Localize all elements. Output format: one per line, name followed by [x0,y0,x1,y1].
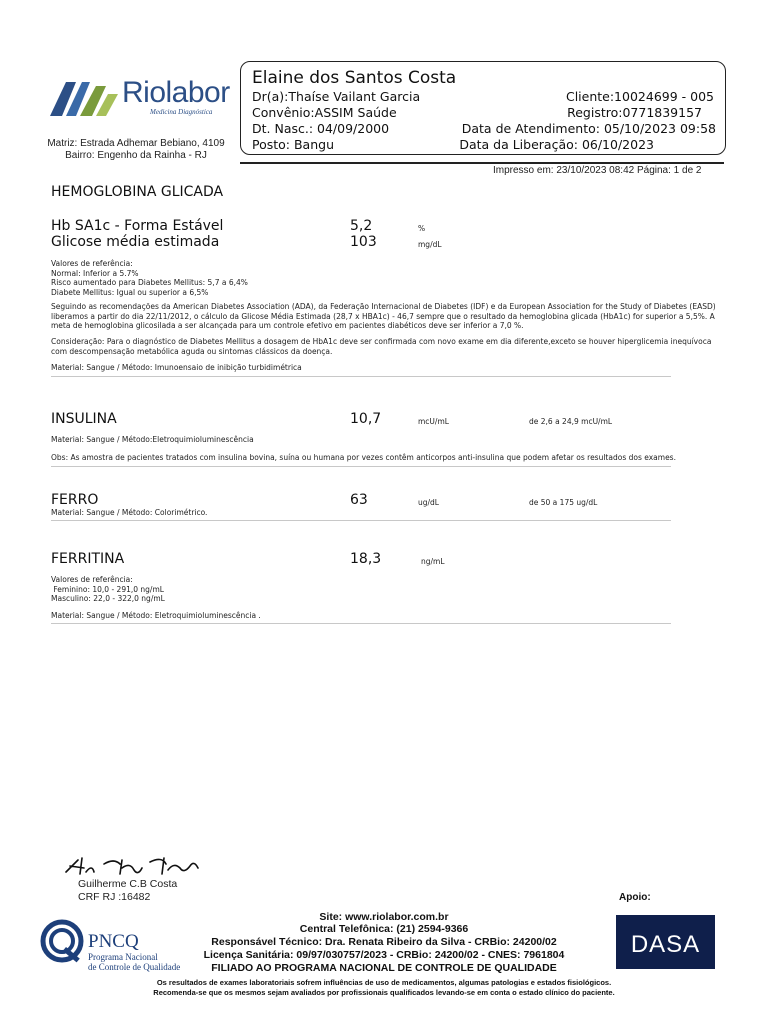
signer-name: Guilherme C.B Costa [78,878,178,890]
apoio-label: Apoio: [619,892,651,903]
lab-address [36,138,236,162]
ref-normal: Normal: Inferior a 5.7% [51,268,139,278]
iron-value: 63 [350,492,368,508]
birth-date: Dt. Nasc.: 04/09/2000 [252,121,390,136]
hba1c-value: 5,2 [350,218,373,234]
estimated-glucose-value: 103 [350,234,377,250]
footer-disclaimer-1: Os resultados de exames laboratoriais sofrem influências de uso de medicamentos, algumas patologias e estados fisiológicos. [156,978,612,987]
patient-name: Elaine dos Santos Costa [252,68,457,88]
insulin-unit: mcU/mL [418,417,449,426]
section-divider [51,623,671,624]
dasa-logo-text: DASA [630,931,701,958]
convenio: Convênio:ASSIM Saúde [252,105,397,120]
hba1c-unit: % [418,224,426,233]
release-date: Data da Liberação: 06/10/2023 [459,137,654,152]
footer-phone: Central Telefônica: (21) 2594-9366 [299,923,469,935]
footer-responsible: Responsável Técnico: Dra. Renata Ribeiro da Silva - CRBio: 24200/02 [211,936,557,948]
ferritin-reference-values [51,575,451,604]
footer-disclaimer-2: Recomenda-se que os mesmos sejam avaliados por profissionais qualificados levando-se em conta o estado clínico do paciente. [153,988,615,997]
hba1c-consideration-note: Consideração: Para o diagnóstico de Diabetes Mellitus a dosagem de HbA1c deve ser confirmada com novo exame em dia diferente,exceto se houver hiperglicemia inequívoca com descompensação metabólica aguda ou sintomas clássicos da doença. [51,337,712,356]
signer-crf: CRF RJ :16482 [78,891,151,903]
printed-info: Impresso em: 23/10/2023 08:42 Página: 1 de 2 [493,165,702,176]
hba1c-label: Hb SA1c - Forma Estável [51,218,224,234]
ref-title: Valores de referência: [51,259,133,268]
header-divider [240,162,724,164]
client-id: Cliente:10024699 - 005 [565,89,714,104]
iron-reference: de 50 a 175 ug/dL [529,498,598,507]
hba1c-recommendation-note: Seguindo as recomendações da American Diabetes Association (ADA), da Federação Internacional de Diabetes (IDF) e da European Association for the Study of Diabetes (EASD) liberamos a partir do dia 22/11/2012, o cálculo da Glicose Média Estimada (28,7 x HBA1c) - 46,7 sempre que o resultado da hemoglobina glicada (HbA1c) for superior a 5,5%. A meta de hemoglobina glicosilada a ser alcançada para um controle efetivo em pacientes diabéticos deve ser inferior a 7,0 %. [51,302,716,330]
ref-male: Masculino: 22,0 - 322,0 ng/mL [51,594,165,603]
ferritin-value: 18,3 [350,551,382,567]
riolabor-logo-text: Riolabor [122,76,230,109]
ferritin-title: FERRITINA [51,551,125,567]
insulin-reference: de 2,6 a 24,9 mcU/mL [529,417,613,426]
ref-title: Valores de referência: [51,575,133,584]
ref-female: Feminino: 10,0 - 291,0 ng/mL [51,584,164,594]
riolabor-logo-subtitle: Medicina Diagnóstica [150,108,213,116]
insulin-obs: Obs: As amostra de pacientes tratados com insulina bovina, suína ou humana por vezes contêm anticorpos anti-insulina que podem afetar os resultados dos exames. [51,453,676,462]
hba1c-material: Material: Sangue / Método: Imunoensaio de inibição turbidimétrica [51,363,302,372]
ferritin-material: Material: Sangue / Método: Eletroquimioluminescência . [51,611,261,620]
hba1c-section-title: HEMOGLOBINA GLICADA [51,184,224,200]
section-divider [51,466,671,467]
section-divider [51,376,671,377]
registration-number: Registro:0771839157 [567,105,702,120]
doctor-name: Dr(a):Thaíse Vailant Garcia [252,89,421,104]
ref-diabetes: Diabete Mellitus: Igual ou superior a 6,5% [51,287,209,297]
estimated-glucose-label: Glicose média estimada [51,234,220,250]
ferritin-unit: ng/mL [421,557,445,566]
insulin-value: 10,7 [350,411,382,427]
footer-license: Licença Sanitária: 09/97/030757/2023 - CRBio: 24200/02 - CNES: 7961804 [203,949,565,961]
insulin-material: Material: Sangue / Método:Eletroquimioluminescência [51,435,254,444]
footer-site: Site: www.riolabor.com.br [319,911,449,923]
address-line-2: Bairro: Engenho da Rainha - RJ [65,150,207,161]
iron-material: Material: Sangue / Método: Colorimétrico. [51,508,208,517]
insulin-title: INSULINA [51,411,117,427]
section-divider [51,520,671,521]
signer-block [78,878,177,904]
ref-risk: Risco aumentado para Diabetes Mellitus: 5,7 a 6,4% [51,278,248,287]
estimated-glucose-unit: mg/dL [418,240,442,249]
footer-pncq-affiliation: FILIADO AO PROGRAMA NACIONAL DE CONTROLE DE QUALIDADE [211,962,557,974]
posto: Posto: Bangu [252,137,335,152]
hba1c-reference-values [51,259,711,297]
iron-unit: ug/dL [418,498,439,507]
address-line-1: Matriz: Estrada Adhemar Bebiano, 4109 [47,138,225,149]
pncq-title: PNCQ [88,931,139,952]
pncq-subtitle-2: de Controle de Qualidade [88,962,181,972]
iron-title: FERRO [51,492,99,508]
pncq-subtitle-1: Programa Nacional [88,952,158,962]
attendance-date: Data de Atendimento: 05/10/2023 09:58 [461,121,716,136]
